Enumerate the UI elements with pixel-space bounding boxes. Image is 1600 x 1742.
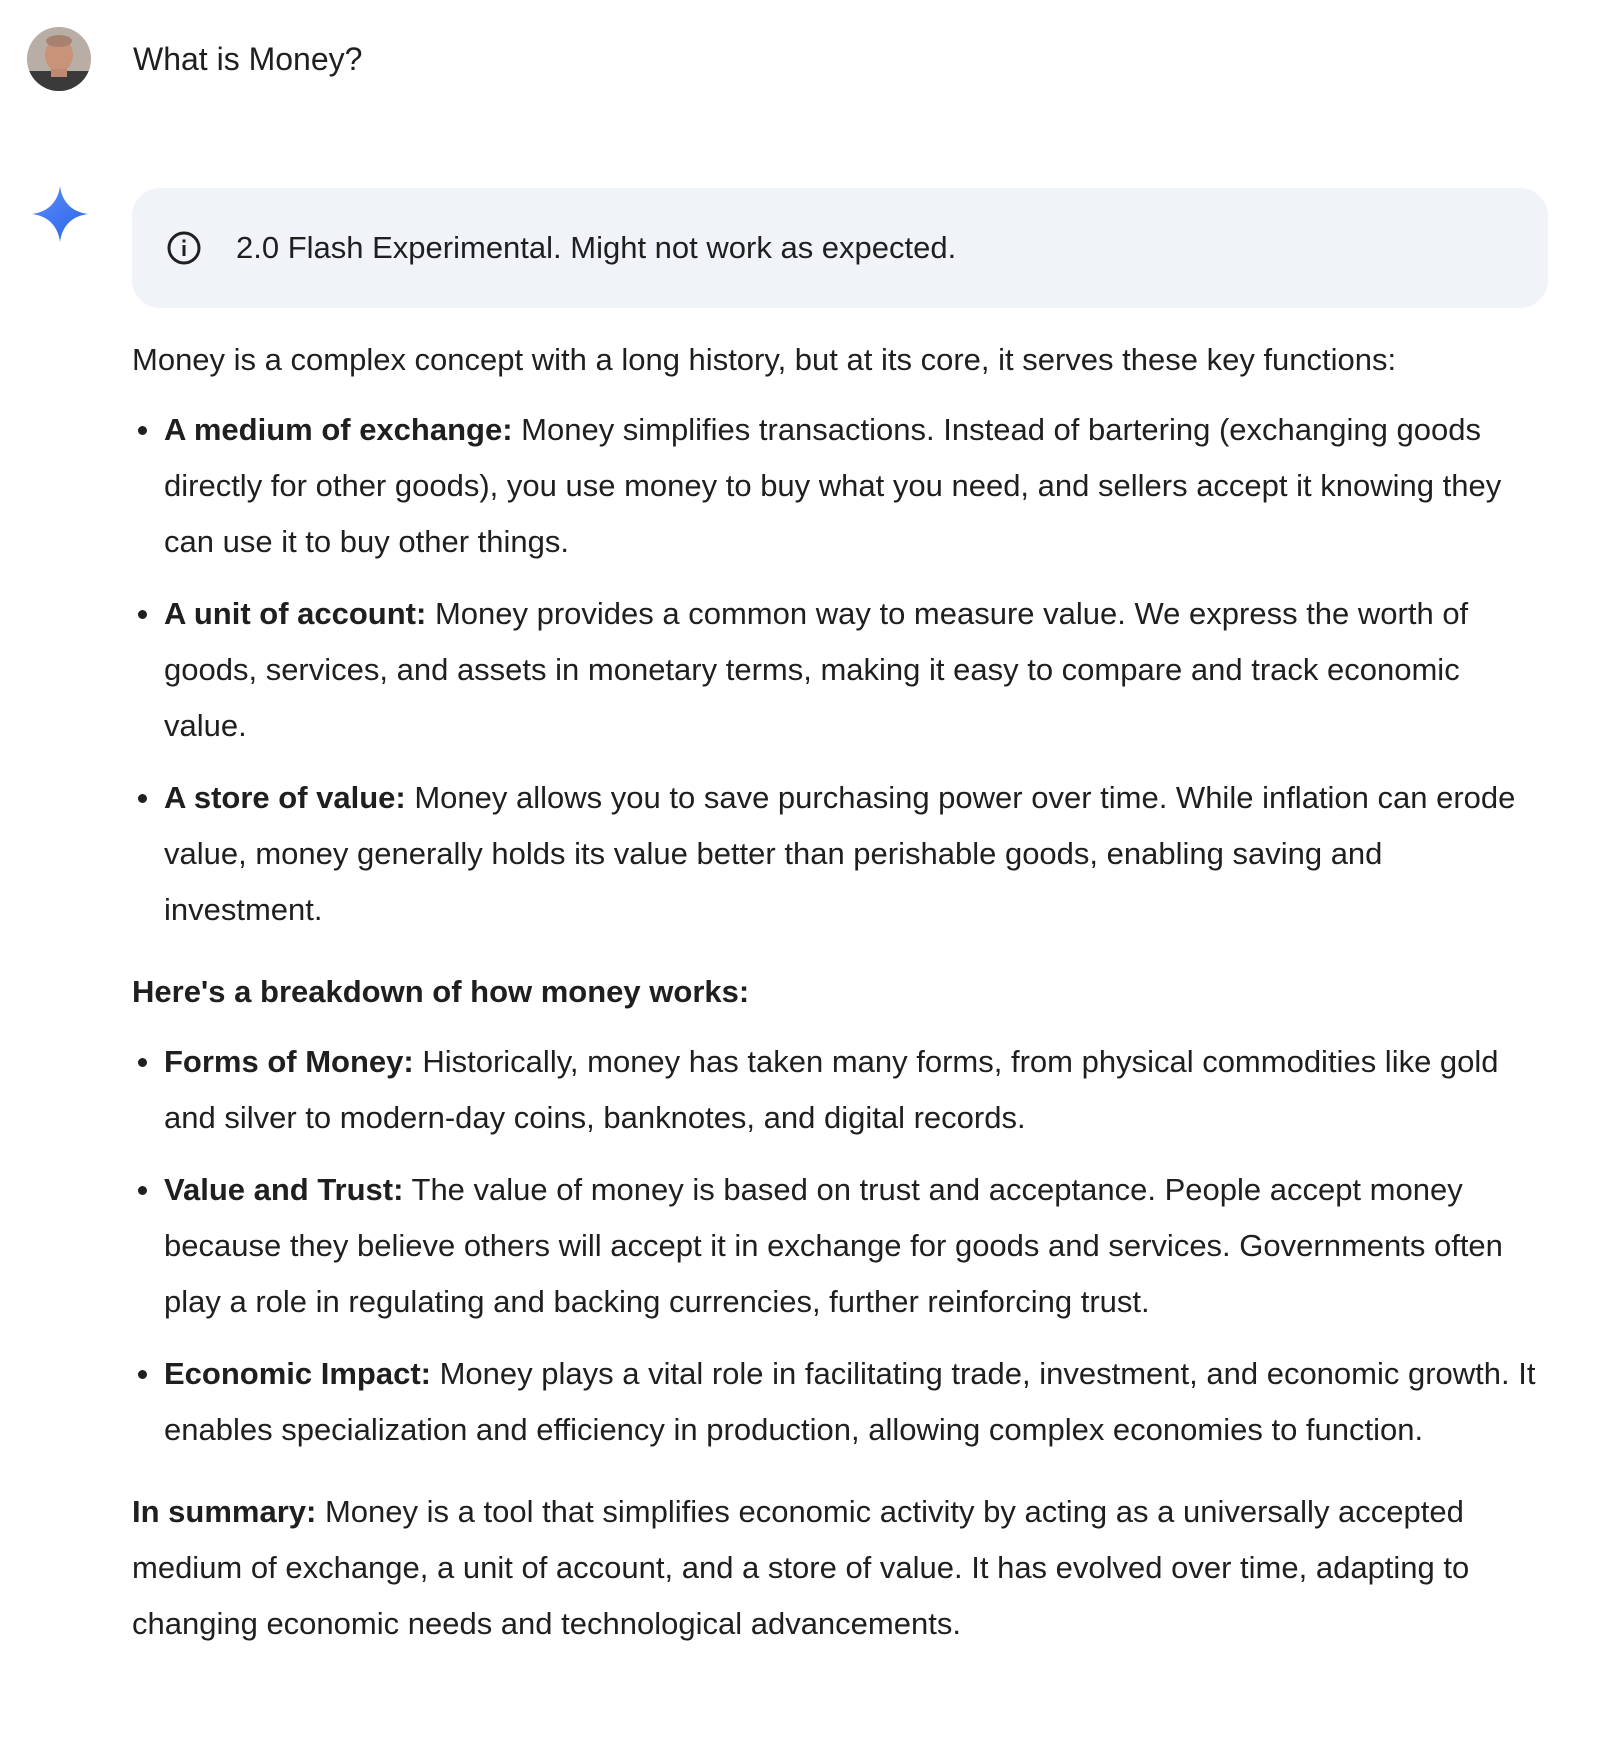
list-item-text: Money allows you to save purchasing power over time. While inflation can erode value, money generally holds its value better than perishable goods, enabling saving and investment. xyxy=(164,780,1516,927)
list-item-text: Money provides a common way to measure value. We express the worth of goods, services, and assets in monetary terms, making it easy to compare and track economic value. xyxy=(164,596,1469,743)
experimental-notice xyxy=(132,188,1548,308)
list-item xyxy=(132,1162,1548,1330)
list-item xyxy=(132,770,1548,938)
user-message xyxy=(27,27,362,91)
list-item-term: Forms of Money: xyxy=(164,1044,414,1079)
breakdown-list xyxy=(132,1034,1548,1458)
breakdown-heading: Here's a breakdown of how money works: xyxy=(132,974,750,1009)
gemini-spark-icon xyxy=(30,184,90,244)
list-item-text: Money plays a vital role in facilitating trade, investment, and economic growth. It enables specialization and efficiency in production, allowing complex economies to function. xyxy=(164,1356,1536,1447)
user-prompt: What is Money? xyxy=(133,40,363,77)
notice-text: 2.0 Flash Experimental. Might not work as expected. xyxy=(236,230,957,265)
summary-paragraph xyxy=(132,1484,1548,1652)
assistant-response xyxy=(132,188,1548,1652)
list-item-term: Value and Trust: xyxy=(164,1172,404,1207)
summary-text: Money is a tool that simplifies economic activity by acting as a universally accepted medium of exchange, a unit of account, and a store of value. It has evolved over time, adapting to changing economic needs and technological advancements. xyxy=(132,1494,1470,1641)
list-item xyxy=(132,1346,1548,1458)
list-item-term: A medium of exchange: xyxy=(164,412,513,447)
user-avatar[interactable] xyxy=(27,27,91,91)
list-item xyxy=(132,1034,1548,1146)
list-item-term: A unit of account: xyxy=(164,596,427,631)
summary-label: In summary: xyxy=(132,1494,317,1529)
list-item-text: Historically, money has taken many forms, from physical commodities like gold and silver to modern-day coins, banknotes, and digital records. xyxy=(164,1044,1499,1135)
list-item-text: The value of money is based on trust and acceptance. People accept money because they believe others will accept it in exchange for goods and services. Governments often play a role in regulating and backing currencies, further reinforcing trust. xyxy=(164,1172,1503,1319)
list-item xyxy=(132,586,1548,754)
response-intro: Money is a complex concept with a long history, but at its core, it serves these key functions: xyxy=(132,342,1397,377)
list-item-term: Economic Impact: xyxy=(164,1356,431,1391)
list-item xyxy=(132,402,1548,570)
functions-list xyxy=(132,402,1548,938)
list-item-text: Money simplifies transactions. Instead of bartering (exchanging goods directly for other goods), you use money to buy what you need, and sellers accept it knowing they can use it to buy other things. xyxy=(164,412,1502,559)
info-icon xyxy=(166,230,202,266)
list-item-term: A store of value: xyxy=(164,780,406,815)
